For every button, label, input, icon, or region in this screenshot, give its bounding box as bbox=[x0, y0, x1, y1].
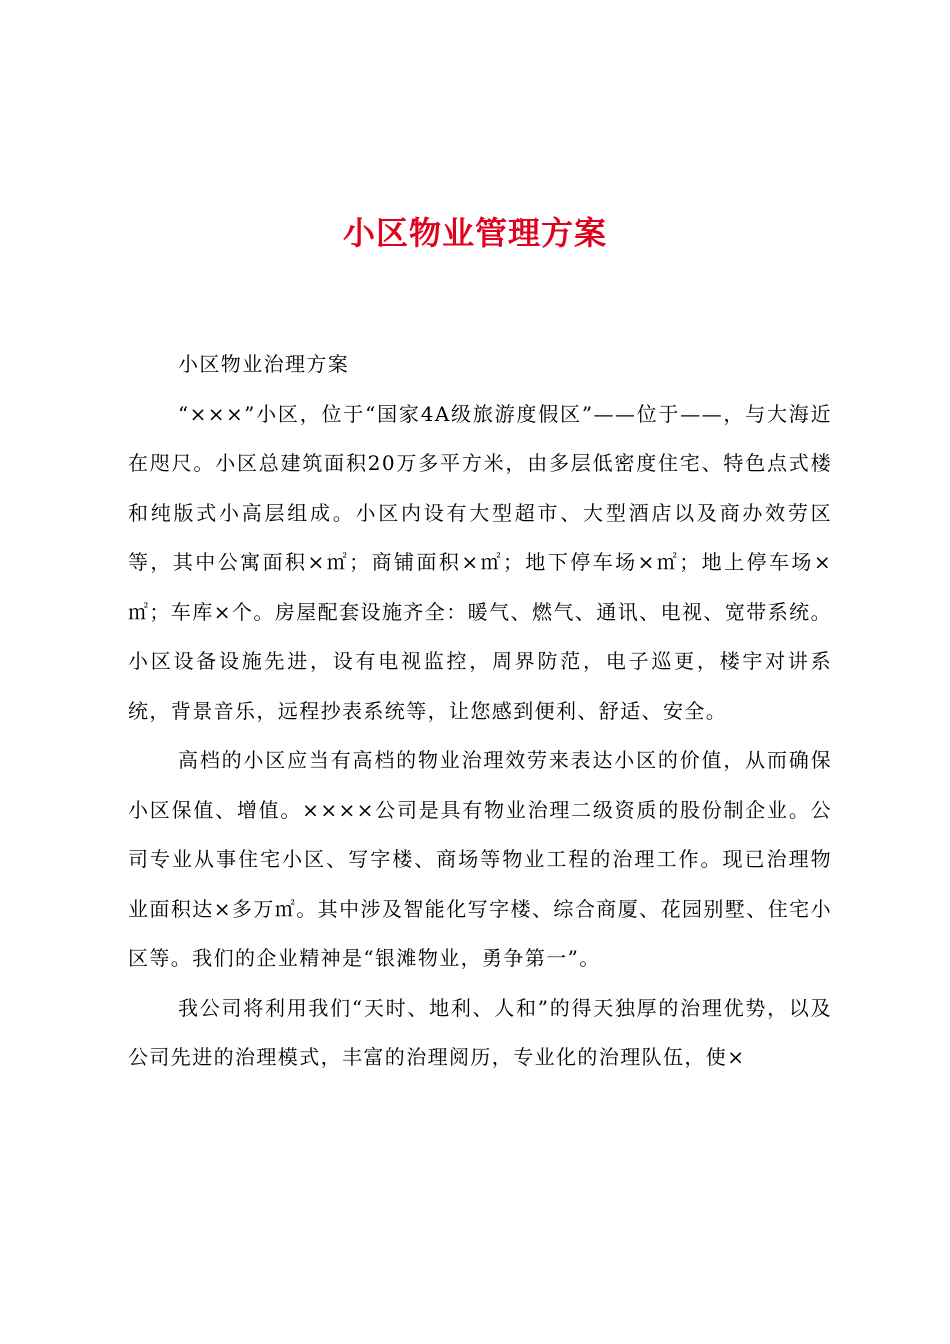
document-body bbox=[128, 340, 832, 1083]
section-heading: 小区物业治理方案 bbox=[178, 352, 350, 376]
paragraph: 高档的小区应当有高档的物业治理效劳来表达小区的价值，从而确保小区保值、增值。××××公司是具有物业治理二级资质的股份制企业。公司专业从事住宅小区、写字楼、商场等物业工程的治理工作。现已治理物业面积达×多万㎡。其中涉及智能化写字楼、综合商厦、花园别墅、住宅小区等。我们的企业精神是“银滩物业，勇争第一”。 bbox=[128, 748, 832, 970]
paragraph: 我公司将利用我们“天时、地利、人和”的得天独厚的治理优势，以及公司先进的治理模式，丰富的治理阅历，专业化的治理队伍，使× bbox=[128, 995, 832, 1069]
document-title: 小区物业管理方案 bbox=[342, 214, 607, 252]
paragraph: “×××”小区，位于“国家4A级旅游度假区”——位于——，与大海近在咫尺。小区总建筑面积20万多平方米，由多层低密度住宅、特色点式楼和纯版式小高层组成。小区内设有大型超市、大型酒店以及商办效劳区等，其中公寓面积×㎡；商铺面积×㎡；地下停车场×㎡；地上停车场×㎡；车库×个。房屋配套设施齐全：暖气、燃气、通讯、电视、宽带系统。小区设备设施先进，设有电视监控，周界防范，电子巡更，楼宇对讲系统，背景音乐，远程抄表系统等，让您感到便利、舒适、安全。 bbox=[128, 401, 832, 723]
